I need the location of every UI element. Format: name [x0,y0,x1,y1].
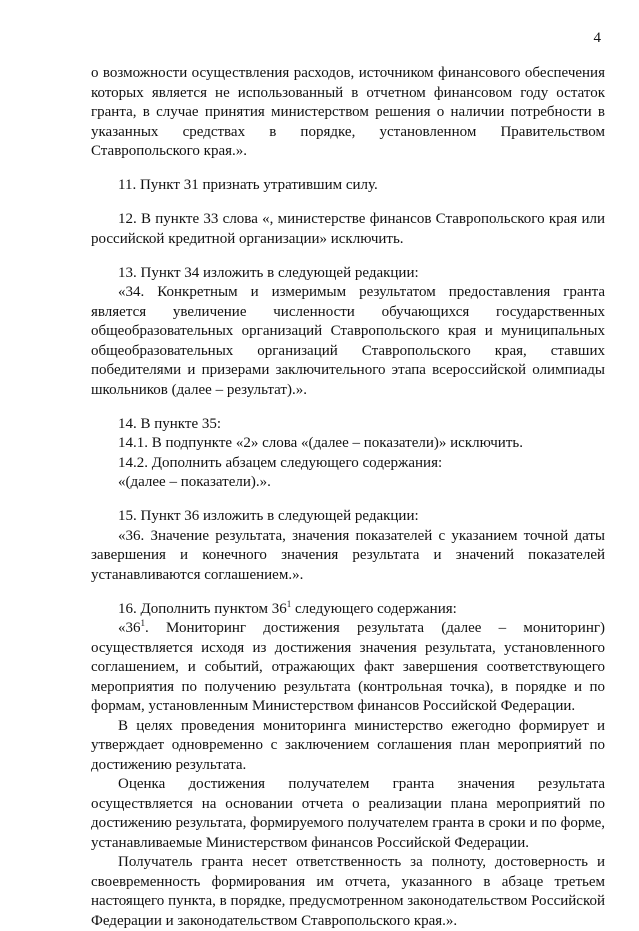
item-12-block [91,210,605,249]
item-16-plan-paragraph: В целях проведения мониторинга министерство ежегодно формирует и утверждает одновременно с заключением соглашения план мероприятий по достижению результата. [91,717,605,776]
item-16-heading [91,600,605,620]
item-14-block [91,415,605,493]
item-12-paragraph: 12. В пункте 33 слова «, министерстве финансов Ставропольского края или российской кредитной организации» исключить. [91,210,605,249]
item-13-block [91,264,605,401]
item-16-quote-pre: «36 [118,620,141,636]
item-14-2-paragraph: 14.2. Дополнить абзацем следующего содержания: [91,454,605,474]
item-16-assessment-paragraph: Оценка достижения получателем гранта значения результата осуществляется на основании отчета о реализации плана мероприятий по достижению результата, формируемого получателем гранта в сроки и по форме, устанавливаемые Министерством финансов Российской Федерации. [91,775,605,853]
continuation-paragraph: о возможности осуществления расходов, источником финансового обеспечения которых является не использованный в отчетном финансовом году остаток гранта, в случае принятия министерством решения о наличии потребности в указанных средствах в порядке, установленном Правительством Ставропольского края.». [91,64,605,162]
item-13-heading: 13. Пункт 34 изложить в следующей редакции: [91,264,605,284]
item-14-2-quote: «(далее – показатели).». [91,473,605,493]
item-16-heading-post: следующего содержания: [291,601,457,617]
item-14-heading: 14. В пункте 35: [91,415,605,435]
item-15-quote: «36. Значение результата, значения показателей с указанием точной даты завершения и конечного значения результата и значений показателей устанавливаются соглашением.». [91,527,605,586]
item-16-quote-post: . Мониторинг достижения результата (далее – мониторинг) осуществляется исходя из достижения значения результата, установленного соглашением, и событий, отражающих факт завершения соответствующего мероприятия по получению результата (контрольная точка), в порядке и по формам, установленным Министерством финансов Российской Федерации. [91,620,605,714]
superscript-one: 1 [287,599,292,609]
item-16-heading-pre: 16. Дополнить пунктом 36 [118,601,287,617]
document-body [91,64,605,931]
item-13-quote: «34. Конкретным и измеримым результатом предоставления гранта является увеличение численности обучающихся государственных общеобразовательных организаций Ставропольского края и муниципальных общеобразовательных организаций Ставропольского края, ставших победителями и призерами заключительного этапа всероссийской олимпиады школьников (далее – результат).». [91,283,605,400]
item-16-responsibility-paragraph: Получатель гранта несет ответственность за полноту, достоверность и своевременность формирования им отчета, указанного в абзаце третьем настоящего пункта, в порядке, предусмотренном законодательством Российской Федерации и законодательством Ставропольского края.». [91,853,605,931]
continuation-block [91,64,605,162]
superscript-one: 1 [141,618,146,628]
item-14-1-paragraph: 14.1. В подпункте «2» слова «(далее – показатели)» исключить. [91,434,605,454]
item-11-block [91,176,605,196]
item-16-block [91,600,605,931]
item-16-quote-monitoring [91,619,605,717]
page-number: 4 [594,30,602,47]
item-11-paragraph: 11. Пункт 31 признать утратившим силу. [91,176,605,196]
item-15-block [91,507,605,585]
item-15-heading: 15. Пункт 36 изложить в следующей редакции: [91,507,605,527]
